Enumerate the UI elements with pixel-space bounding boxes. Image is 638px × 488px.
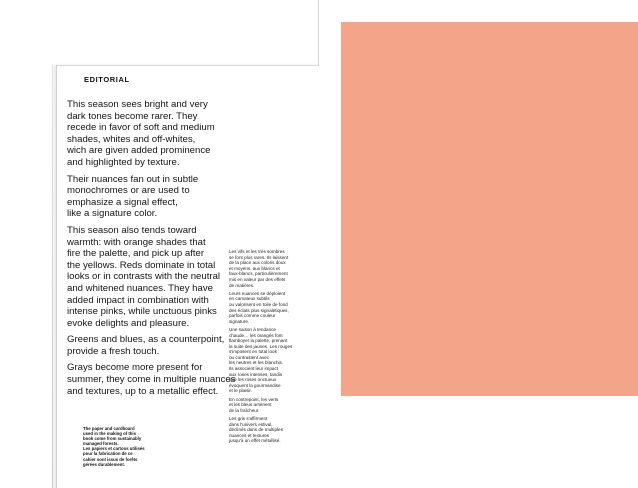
english-paragraph-1: This season sees bright and very dark tones become rarer. They recede in favor of soft and medium shades, whites and off-whites, wich are given added prominence and highlighted by texture. [67, 99, 215, 168]
french-paragraph-1: Les vifs et les très sombres se font plus rares. Ils laissent de la place aux coloris doux et moyens, aux blancs et faux-blancs, particulièrement mis en valeur par des effets de matières. [229, 249, 289, 288]
french-paragraph-2: Leurs nuances se déploient en camaïeux subtils ou valorisent en toile de fond des éclats plus signalétiques, parfois comme couleur signature. [229, 290, 289, 324]
french-paragraph-3: Une saison à tendance chaude… les orangés font flamboyer la palette, prenant la suite des jaunes. Les rouges s'imposent en total look ou contrastent avec les neutres et les blanchis. Ils associent leur impact aux roses intenses, tandis que les roses onctueux évoquent la gourmandise et le plaisir. [229, 326, 293, 394]
sustainability-footnote: The paper and cardboard used in the making of this book come from sustainably managed forests. Les papiers et cartons utilisés pour la fabrication de ce cahier sont issus de forêts gérées durablement. [83, 426, 145, 467]
english-paragraph-3: This season also tends toward warmth: with orange shades that fire the palette, and pick up after the yellows. Reds dominate in total looks or in contrasts with the neutral and whitened nuances. They have added impact in combination with intense pinks, while unctuous pinks evoke delights and pleasure. [67, 224, 221, 329]
page-edge-shadow [52, 64, 53, 488]
color-swatch-block [341, 22, 638, 396]
english-paragraph-5: Grays become more present for summer, they come in multiple nuances and textures, up to a metallic effect. [67, 362, 236, 397]
editorial-page [56, 65, 319, 488]
french-body [229, 249, 317, 447]
section-kicker: EDITORIAL [84, 75, 130, 84]
english-paragraph-2: Their nuances fan out in subtle monochromes or are used to emphasize a signal effect, like a signature color. [67, 173, 199, 220]
french-paragraph-4: En contrepoint, les verts et les bleus amènent de la fraîcheur. [229, 396, 279, 413]
french-paragraph-5: Les gris s'affirment dans l'univers estival, déclinés dans de multiples nuances et textures jusqu'à un effet métallisé. [229, 416, 283, 444]
english-paragraph-4: Greens and blues, as a counterpoint, provide a fresh touch. [67, 334, 225, 357]
